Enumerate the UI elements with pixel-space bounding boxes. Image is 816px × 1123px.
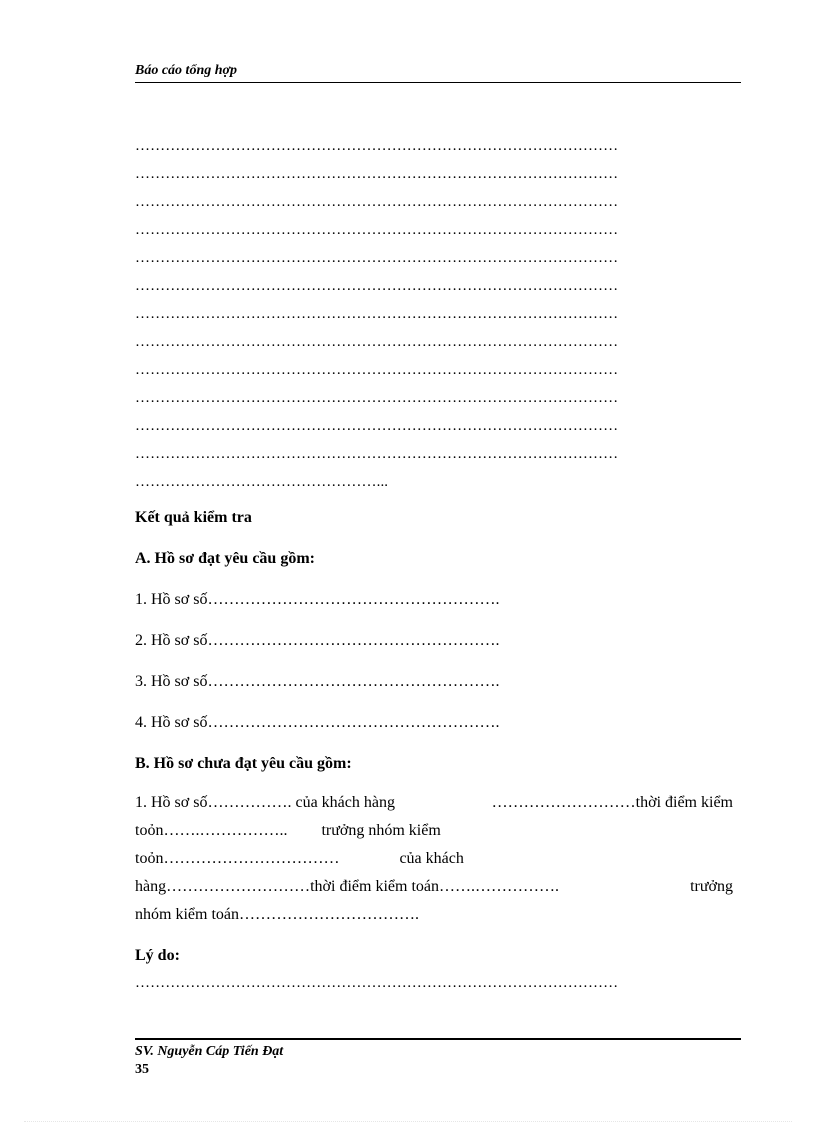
part-b-line-5 bbox=[135, 901, 733, 929]
header-title: Báo cáo tổng hợp bbox=[135, 63, 238, 78]
header-divider bbox=[135, 82, 741, 83]
part-a-item-4: 4. Hồ sơ số………………………………………………. bbox=[135, 714, 500, 731]
part-b-line-1-a: 1. Hồ sơ số……………. của khách hàng bbox=[135, 794, 395, 811]
part-b-paragraph bbox=[135, 789, 733, 929]
part-b-line-1-b: ………………………thời điểm kiểm bbox=[491, 794, 733, 811]
part-b-heading: B. Hồ sơ chưa đạt yêu cầu gồm: bbox=[135, 755, 352, 772]
part-a-item-2: 2. Hồ sơ số………………………………………………. bbox=[135, 632, 500, 649]
dotted-line: …………………………………………………………………………………… bbox=[135, 362, 619, 378]
part-b-line-3-b: của khách bbox=[399, 850, 464, 867]
section-heading: Kết quả kiểm tra bbox=[135, 509, 252, 526]
dotted-line: …………………………………………………………………………………… bbox=[135, 306, 619, 322]
reason-dotted-line: …………………………………………………………………………………… bbox=[135, 975, 619, 991]
part-b-line-2-b: trưởng nhóm kiểm bbox=[321, 822, 441, 839]
dotted-fill-block bbox=[135, 134, 733, 498]
footer-divider bbox=[135, 1038, 741, 1040]
part-b-line-4-b: trưởng bbox=[690, 878, 733, 895]
dotted-line: …………………………………………………………………………………… bbox=[135, 222, 619, 238]
dotted-line: …………………………………………………………………………………… bbox=[135, 390, 619, 406]
dotted-line: …………………………………………………………………………………… bbox=[135, 446, 619, 462]
part-a-heading: A. Hồ sơ đạt yêu cầu gồm: bbox=[135, 550, 315, 567]
part-a-item-1: 1. Hồ sơ số………………………………………………. bbox=[135, 591, 500, 608]
dotted-line: …………………………………………………………………………………… bbox=[135, 166, 619, 182]
page-edge-divider bbox=[24, 1121, 792, 1122]
part-b-line-4 bbox=[135, 873, 733, 901]
page-number: 35 bbox=[135, 1062, 149, 1077]
part-b-line-1 bbox=[135, 789, 733, 817]
part-b-line-4-a: hàng………………………thời điểm kiểm toán…….……………. bbox=[135, 878, 559, 895]
dotted-line: …………………………………………………………………………………… bbox=[135, 194, 619, 210]
part-b-line-3-a: toỏn…………………………… bbox=[135, 850, 340, 867]
dotted-line: …………………………………………………………………………………… bbox=[135, 250, 619, 266]
part-b-line-5-text: nhóm kiểm toán……………………………. bbox=[135, 906, 419, 923]
dotted-line: …………………………………………………………………………………… bbox=[135, 334, 619, 350]
results-section bbox=[135, 507, 733, 999]
part-b-line-3 bbox=[135, 845, 733, 873]
footer-author: SV. Nguyễn Cáp Tiến Đạt bbox=[135, 1044, 284, 1059]
reason-heading: Lý do: bbox=[135, 947, 180, 964]
part-b-line-2-a: toỏn…….…………….. bbox=[135, 822, 288, 839]
part-b-line-2 bbox=[135, 817, 733, 845]
dotted-line: …………………………………………………………………………………… bbox=[135, 138, 619, 154]
part-a-item-3: 3. Hồ sơ số………………………………………………. bbox=[135, 673, 500, 690]
dotted-line: …………………………………………………………………………………… bbox=[135, 418, 619, 434]
dotted-line-last: …………………………………………... bbox=[135, 474, 389, 490]
dotted-line: …………………………………………………………………………………… bbox=[135, 278, 619, 294]
